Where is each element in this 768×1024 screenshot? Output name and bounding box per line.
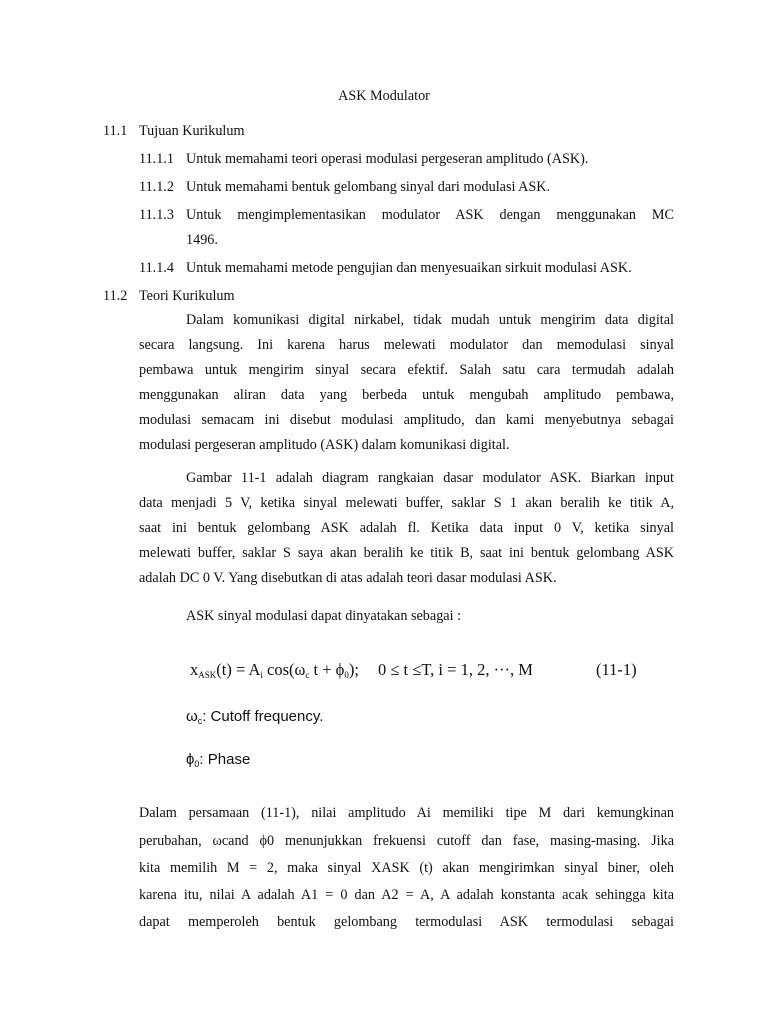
- item-number: 11.1.4: [139, 260, 174, 276]
- item-number: 11.1.1: [139, 151, 174, 167]
- paragraph-line: dapat memperoleh bentuk gelombang termodulasi ASK termodulasi sebagai: [139, 914, 674, 930]
- paragraph-line: menggunakan aliran data yang berbeda untuk mengubah amplitudo pembawa,: [139, 387, 674, 403]
- paragraph-line: Dalam persamaan (11-1), nilai amplitudo Ai memiliki tipe M dari kemungkinan: [139, 805, 674, 821]
- item-text: Untuk memahami teori operasi modulasi pergeseran amplitudo (ASK).: [186, 151, 589, 167]
- paragraph-line: melewati buffer, saklar S saya akan beralih ke titik B, saat ini bentuk gelombang ASK: [139, 545, 674, 561]
- equation-number: (11-1): [596, 660, 637, 679]
- paragraph-line: Gambar 11-1 adalah diagram rangkaian dasar modulator ASK. Biarkan input: [186, 470, 674, 486]
- definition-phase: $\phi_0$: Phase: [186, 751, 251, 769]
- paragraph-line: pembawa untuk mengirim sinyal secara efektif. Salah satu cara termudah adalah: [139, 362, 674, 378]
- paragraph-line: adalah DC 0 V. Yang disebutkan di atas adalah teori dasar modulasi ASK.: [139, 570, 557, 586]
- section-heading: Teori Kurikulum: [139, 288, 235, 304]
- page-title: ASK Modulator: [338, 88, 430, 104]
- paragraph-line: Dalam komunikasi digital nirkabel, tidak mudah untuk mengirim data digital: [186, 312, 674, 328]
- equation-range: 0 ≤ t ≤T, i = 1, 2, ···, M: [378, 660, 533, 679]
- definition-cutoff-frequency: $\omega_c$: Cutoff frequency.: [186, 708, 324, 726]
- section-number: 11.2: [103, 288, 128, 304]
- paragraph-line: kita memilih M = 2, maka sinyal XASK (t) akan mengirimkan sinyal biner, oleh: [139, 860, 674, 876]
- section-heading: Tujuan Kurikulum: [139, 123, 245, 139]
- item-text: Untuk memahami metode pengujian dan menyesuaikan sirkuit modulasi ASK.: [186, 260, 632, 276]
- equation-formula: xASK(t) = Ai cos(ωc t + ϕ0);: [190, 660, 359, 680]
- item-number: 11.1.3: [139, 207, 174, 223]
- item-text: Untuk mengimplementasikan modulator ASK dengan menggunakan MC: [186, 207, 674, 223]
- paragraph-line: perubahan, ωcand ϕ0 menunjukkan frekuensi cutoff dan fase, masing-masing. Jika: [139, 833, 674, 849]
- item-text-continued: 1496.: [186, 232, 218, 248]
- paragraph-line: karena itu, nilai A adalah A1 = 0 dan A2 = A, A adalah konstanta acak sehingga kita: [139, 887, 674, 903]
- paragraph-line: data menjadi 5 V, ketika sinyal melewati buffer, saklar S 1 akan beralih ke titik A,: [139, 495, 674, 511]
- paragraph-line: modulasi semacam ini disebut modulasi amplitudo, dan kami menyebutnya sebagai: [139, 412, 674, 428]
- paragraph-line: secara langsung. Ini karena harus melewati modulator dan memodulasi sinyal: [139, 337, 674, 353]
- paragraph-line: saat ini bentuk gelombang ASK adalah fl. Ketika data input 0 V, ketika sinyal: [139, 520, 674, 536]
- item-text: Untuk memahami bentuk gelombang sinyal dari modulasi ASK.: [186, 179, 551, 195]
- item-number: 11.1.2: [139, 179, 174, 195]
- section-number: 11.1: [103, 123, 128, 139]
- paragraph-line: ASK sinyal modulasi dapat dinyatakan sebagai :: [186, 608, 462, 624]
- paragraph-line: modulasi pergeseran amplitudo (ASK) dalam komunikasi digital.: [139, 437, 510, 453]
